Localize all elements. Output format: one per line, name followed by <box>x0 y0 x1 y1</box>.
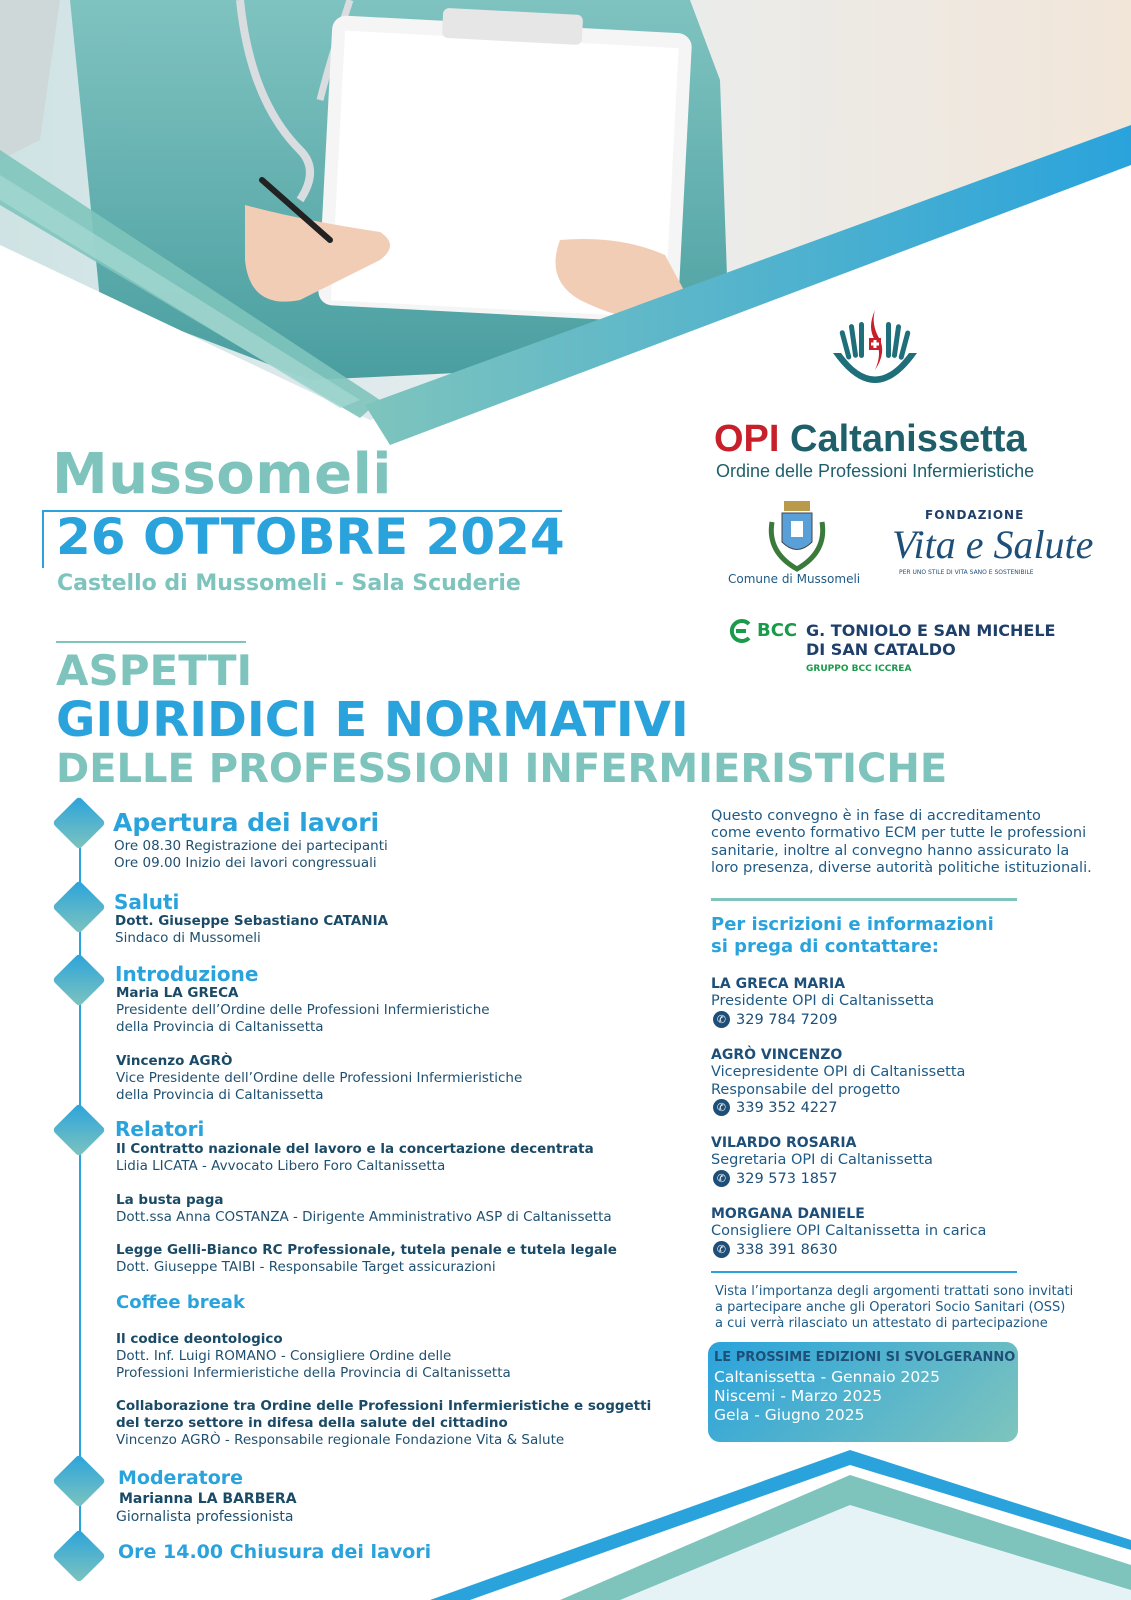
talk-title: Il codice deontologico <box>116 1331 283 1347</box>
fondazione-name: Vita e Salute <box>892 522 1094 567</box>
contact-phone[interactable] <box>713 1011 837 1028</box>
ecm-line: sanitarie, inoltre al convegno hanno assicurato la <box>711 843 1070 859</box>
ecm-line: loro presenza, diverse autorità politiche istituzionali. <box>711 860 1092 876</box>
contact-name: AGRÒ VINCENZO <box>711 1047 843 1063</box>
contact-role: Responsabile del progetto <box>711 1082 901 1098</box>
phone-icon: ✆ <box>713 1241 730 1258</box>
next-edition: Gela - Giugno 2025 <box>714 1406 865 1424</box>
talk-title: del terzo settore in difesa della salute del cittadino <box>116 1415 508 1431</box>
next-editions-title: LE PROSSIME EDIZIONI SI SVOLGERANNO <box>714 1350 1016 1365</box>
talk-title: Il Contratto nazionale del lavoro e la concertazione decentrata <box>116 1141 594 1157</box>
intro-speaker-2-role: Vice Presidente dell’Ordine delle Professioni Infermieristiche <box>116 1070 523 1086</box>
talk-speaker: Lidia LICATA - Avvocato Libero Foro Caltanissetta <box>116 1158 446 1174</box>
moderatore-name: Marianna LA BARBERA <box>119 1491 297 1507</box>
event-venue: Castello di Mussomeli - Sala Scuderie <box>57 571 521 596</box>
ecm-line: come evento formativo ECM per tutte le professioni <box>711 825 1087 841</box>
hero-photo-nurse-clipboard <box>0 0 1131 460</box>
phone-number: 338 391 8630 <box>736 1241 838 1258</box>
contact-name: VILARDO ROSARIA <box>711 1135 857 1151</box>
intro-speaker-1-role: della Provincia di Caltanissetta <box>116 1019 324 1035</box>
contact-phone[interactable] <box>713 1241 837 1258</box>
title-line-3: DELLE PROFESSIONI INFERMIERISTICHE <box>56 746 948 792</box>
bcc-logo-icon <box>728 618 754 644</box>
contact-role: Vicepresidente OPI di Caltanissetta <box>711 1064 966 1080</box>
bcc-line1: G. TONIOLO E SAN MICHELE <box>806 621 1056 640</box>
fondazione-top: FONDAZIONE <box>925 508 1025 522</box>
title-line-2: GIURIDICI E NORMATIVI <box>56 692 689 748</box>
next-edition: Niscemi - Marzo 2025 <box>714 1387 883 1405</box>
contact-role: Segretaria OPI di Caltanissetta <box>711 1152 933 1168</box>
talk-title: Collaborazione tra Ordine delle Professioni Infermieristiche e soggetti <box>116 1398 652 1414</box>
apertura-line: Ore 09.00 Inizio dei lavori congressuali <box>114 855 377 871</box>
talk-title: Legge Gelli-Bianco RC Professionale, tutela penale e tutela legale <box>116 1242 617 1258</box>
contact-name: MORGANA DANIELE <box>711 1206 865 1222</box>
talk-speaker: Professioni Infermieristiche della Provincia di Caltanissetta <box>116 1365 511 1381</box>
event-city: Mussomeli <box>52 442 392 507</box>
talk-title: La busta paga <box>116 1192 224 1208</box>
oss-note: Vista l’importanza degli argomenti trattati sono invitati <box>715 1284 1074 1299</box>
next-edition: Caltanissetta - Gennaio 2025 <box>714 1368 940 1386</box>
moderatore-heading: Moderatore <box>118 1467 244 1489</box>
title-line-1: ASPETTI <box>56 646 253 695</box>
contact-role: Presidente OPI di Caltanissetta <box>711 993 935 1009</box>
phone-number: 339 352 4227 <box>736 1099 838 1116</box>
intro-speaker-2-role: della Provincia di Caltanissetta <box>116 1087 324 1103</box>
saluti-heading: Saluti <box>114 890 180 914</box>
bcc-group: GRUPPO BCC ICCREA <box>806 664 912 674</box>
comune-label: Comune di Mussomeli <box>728 572 861 586</box>
phone-number: 329 784 7209 <box>736 1011 838 1028</box>
intro-speaker-1-role: Presidente dell’Ordine delle Professioni Infermieristiche <box>116 1002 490 1018</box>
timeline-diamond <box>52 796 106 850</box>
phone-icon: ✆ <box>713 1011 730 1028</box>
talk-speaker: Dott.ssa Anna COSTANZA - Dirigente Amministrativo ASP di Caltanissetta <box>116 1209 612 1225</box>
title-rule <box>56 641 246 643</box>
opi-subtitle: Ordine delle Professioni Infermieristiche <box>716 461 1035 481</box>
opi-logo-city: Caltanissetta <box>790 418 1027 460</box>
timeline-diamond <box>52 1103 106 1157</box>
chiusura: Ore 14.00 Chiusura dei lavori <box>118 1541 432 1563</box>
timeline-diamond <box>52 953 106 1007</box>
intro-speaker-1-name: Maria LA GRECA <box>116 985 239 1001</box>
contact-phone[interactable] <box>713 1170 837 1187</box>
contact-phone[interactable] <box>713 1099 837 1116</box>
fondazione-sub: PER UNO STILE DI VITA SANO E SOSTENIBILE <box>899 569 1034 576</box>
ecm-line: Questo convegno è in fase di accreditamento <box>711 808 1041 824</box>
bcc-mark: BCC <box>757 620 798 641</box>
relatori-heading: Relatori <box>115 1117 205 1141</box>
talk-speaker: Dott. Inf. Luigi ROMANO - Consigliere Ordine delle <box>116 1348 452 1364</box>
saluti-name: Dott. Giuseppe Sebastiano CATANIA <box>115 913 389 929</box>
timeline-diamond <box>52 880 106 934</box>
oss-note: a partecipare anche gli Operatori Socio Sanitari (OSS) <box>715 1300 1066 1315</box>
intro-speaker-2-name: Vincenzo AGRÒ <box>116 1053 233 1069</box>
moderatore-role: Giornalista professionista <box>116 1509 294 1525</box>
introduzione-heading: Introduzione <box>115 962 259 986</box>
apertura-line: Ore 08.30 Registrazione dei partecipanti <box>114 838 388 854</box>
opi-logo-text <box>714 418 1027 461</box>
contact-role: Consigliere OPI Caltanissetta in carica <box>711 1223 987 1239</box>
comune-crest-icon <box>762 497 832 572</box>
phone-icon: ✆ <box>713 1170 730 1187</box>
divider <box>711 898 1017 901</box>
date-bracket-vertical <box>42 510 44 568</box>
coffee-break: Coffee break <box>116 1292 245 1313</box>
phone-number: 329 573 1857 <box>736 1170 838 1187</box>
divider <box>711 1271 1017 1273</box>
apertura-heading: Apertura dei lavori <box>113 808 380 837</box>
opi-logo-red: OPI <box>714 418 780 460</box>
oss-note: a cui verrà rilasciato un attestato di partecipazione <box>715 1316 1048 1331</box>
contact-name: LA GRECA MARIA <box>711 976 846 992</box>
phone-icon: ✆ <box>713 1099 730 1116</box>
bcc-line2: DI SAN CATALDO <box>806 640 956 659</box>
contact-heading: si prega di contattare: <box>711 936 939 957</box>
saluti-role: Sindaco di Mussomeli <box>115 930 261 946</box>
talk-speaker: Dott. Giuseppe TAIBI - Responsabile Target assicurazioni <box>116 1259 496 1275</box>
contact-heading: Per iscrizioni e informazioni <box>711 914 994 935</box>
event-date: 26 OTTOBRE 2024 <box>56 508 565 566</box>
bottom-decoration <box>0 1440 1131 1600</box>
talk-speaker: Vincenzo AGRÒ - Responsabile regionale Fondazione Vita & Salute <box>116 1432 565 1448</box>
opi-hands-logo-icon <box>825 308 925 403</box>
